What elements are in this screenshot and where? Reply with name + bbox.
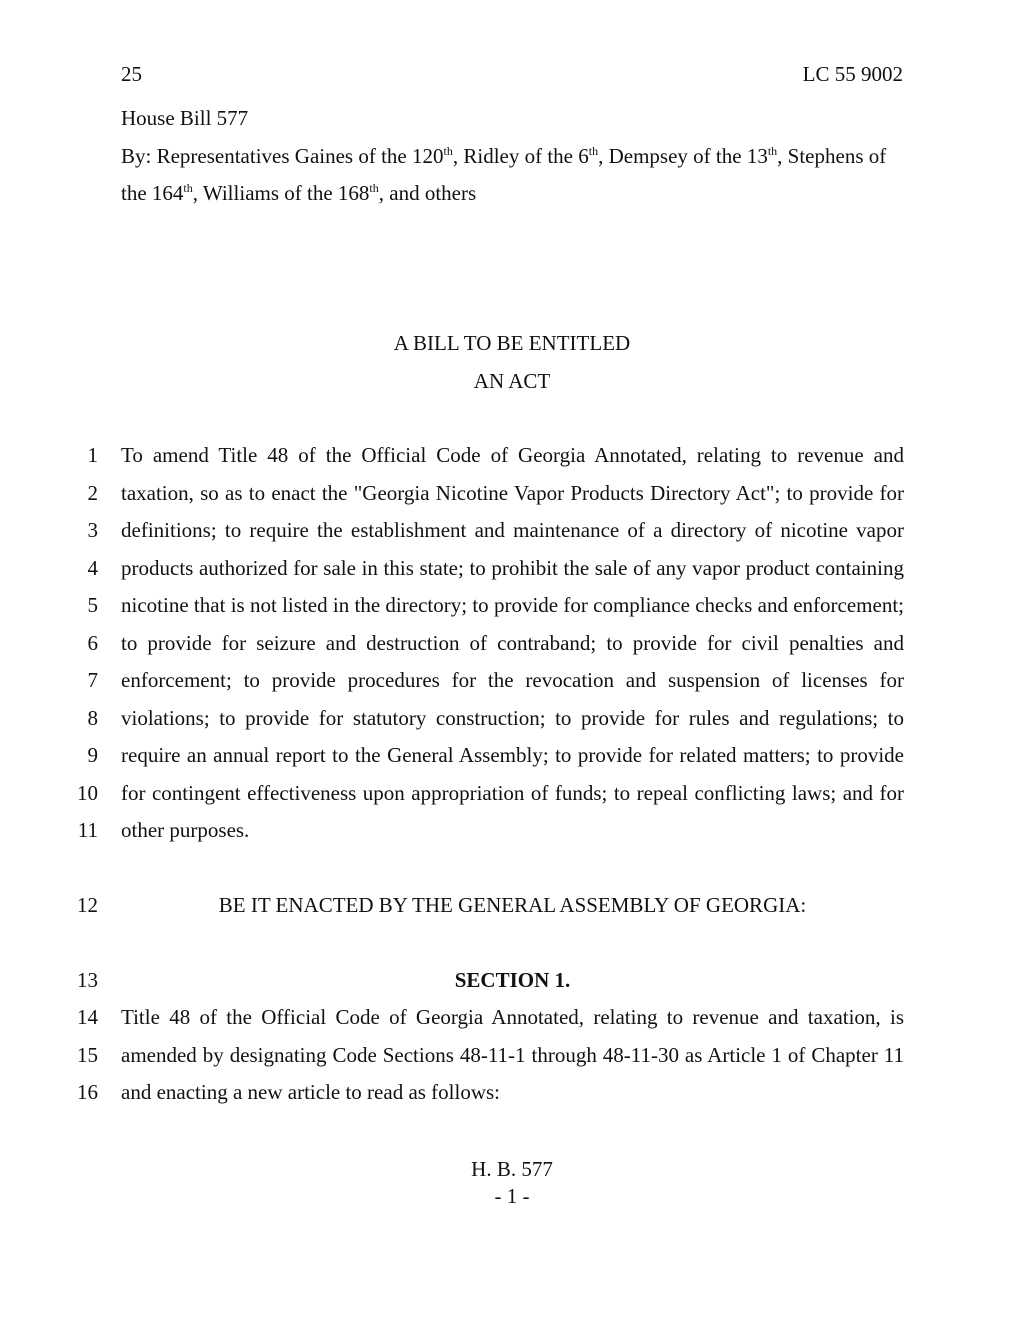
sponsor-segment: , Stephens of [777,144,887,168]
ordinal-suffix: th [183,181,193,195]
line-number: 8 [87,706,98,730]
body-line: to provide for seizure and destruction of contraband; to provide for civil penalties and [121,631,904,655]
line-number: 3 [87,518,98,542]
sponsor-segment: By: Representatives Gaines of the 120 [121,144,444,168]
footer-bill-reference: H. B. 577 [471,1157,553,1181]
page-number: - 1 - [494,1184,530,1208]
body-line: violations; to provide for statutory construction; to provide for rules and regulations; to [121,706,904,730]
line-number: 7 [87,668,98,692]
line-number: 16 [77,1080,98,1104]
body-line: nicotine that is not listed in the directory; to provide for compliance checks and enforcement; [121,593,904,617]
session-number: 25 [121,62,142,86]
bill-caption-entitled: A BILL TO BE ENTITLED [393,331,631,355]
line-number: 13 [77,968,98,992]
sponsor-segment: , Williams of the 168 [192,181,370,205]
line-number: 9 [87,743,98,767]
body-line: enforcement; to provide procedures for the revocation and suspension of licenses for [121,668,904,692]
line-number: 6 [87,631,98,655]
body-line: require an annual report to the General Assembly; to provide for related matters; to provide [121,743,904,767]
enacting-clause: BE IT ENACTED BY THE GENERAL ASSEMBLY OF GEORGIA: [218,893,807,917]
ordinal-suffix: th [588,144,599,158]
sponsor-segment: the 164 [121,181,184,205]
lc-code: LC 55 9002 [802,62,903,86]
section-heading: SECTION 1. [454,968,571,992]
body-line: Title 48 of the Official Code of Georgia Annotated, relating to revenue and taxation, is [121,1005,904,1029]
line-number: 15 [77,1043,98,1067]
line-number: 14 [77,1005,98,1029]
sponsor-segment: , Dempsey of the 13 [598,144,768,168]
line-number: 10 [77,781,98,805]
line-number: 4 [87,556,98,580]
line-number: 11 [77,818,98,842]
body-line: products authorized for sale in this state; to prohibit the sale of any vapor product containing [121,556,904,580]
body-line: To amend Title 48 of the Official Code of Georgia Annotated, relating to revenue and [121,443,904,467]
ordinal-suffix: th [767,144,778,158]
bill-title: House Bill 577 [121,106,249,130]
body-line: other purposes. [121,818,250,842]
body-line: taxation, so as to enact the "Georgia Nicotine Vapor Products Directory Act"; to provide for [121,481,904,505]
body-line: for contingent effectiveness upon appropriation of funds; to repeal conflicting laws; and for [121,781,904,805]
ordinal-suffix: th [369,181,379,195]
line-number: 2 [87,481,98,505]
sponsor-segment: , and others [378,181,477,205]
body-line: and enacting a new article to read as follows: [121,1080,501,1104]
body-line: amended by designating Code Sections 48-11-1 through 48-11-30 as Article 1 of Chapter 11 [121,1043,904,1067]
line-number: 1 [87,443,98,467]
sponsors-line-1 [121,144,886,169]
ordinal-suffix: th [443,144,453,158]
body-line: definitions; to require the establishment and maintenance of a directory of nicotine vapor [121,518,904,542]
line-number: 5 [87,593,98,617]
sponsors-line-2 [121,181,476,206]
bill-caption-act: AN ACT [473,369,551,393]
line-number: 12 [77,893,98,917]
sponsor-segment: , Ridley of the 6 [452,144,589,168]
